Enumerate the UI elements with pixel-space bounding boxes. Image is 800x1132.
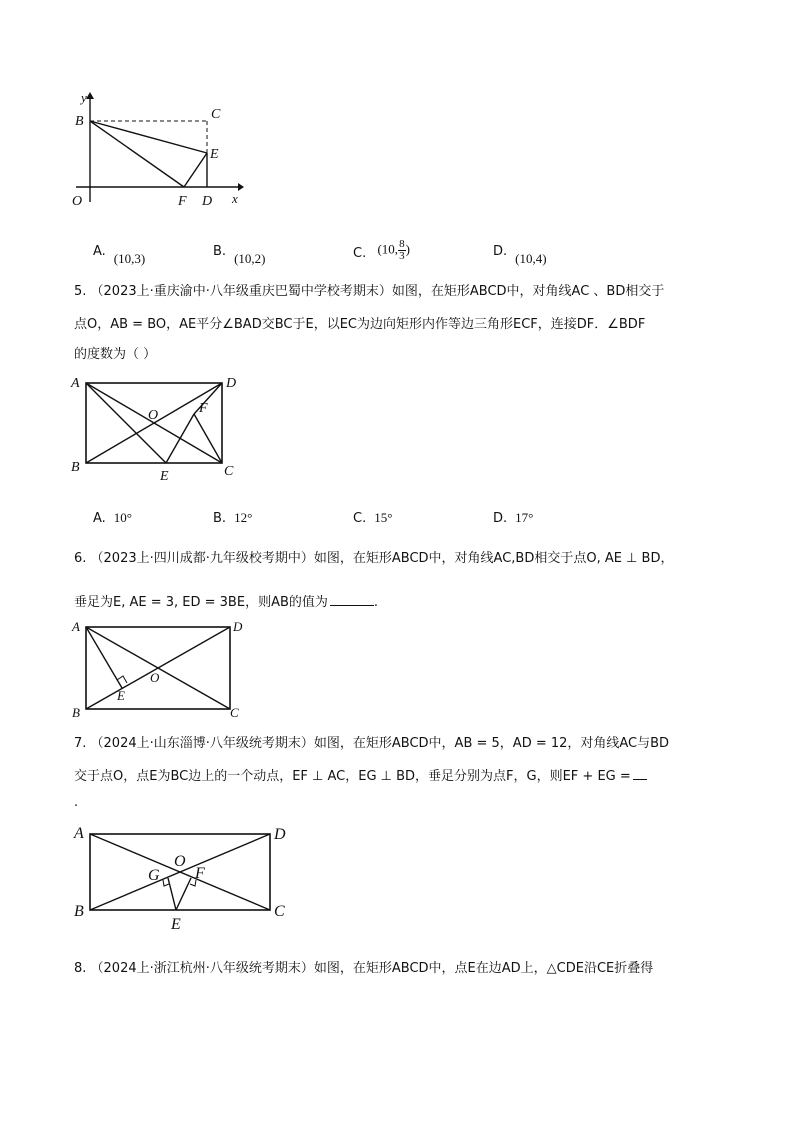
q5-line-3: 的度数为（ ）: [74, 347, 157, 362]
segment-ef: [166, 414, 194, 463]
q4-option-b: [213, 243, 266, 266]
y-axis-arrow: [86, 92, 94, 99]
answer-blank: [633, 766, 647, 780]
label-d: D: [226, 376, 237, 391]
label-y: y: [81, 90, 87, 105]
label-a: A: [72, 619, 80, 634]
q8-line-1: 8. （2024上·浙江杭州·八年级统考期末）如图，在矩形ABCD中，点E在边AD上，△CDE沿CE折叠得: [74, 961, 654, 976]
segment-ae: [86, 627, 122, 688]
option-value: 12°: [234, 510, 253, 525]
q5-line-1: 5. （2023上·重庆渝中·八年级重庆巴蜀中学校考期末）如图，在矩形ABCD中，对角线AC 、BD相交于: [74, 284, 665, 299]
segment-ef: [176, 878, 191, 910]
label-b: B: [72, 705, 80, 720]
label-o: O: [148, 408, 159, 423]
segment-fe: [184, 153, 207, 187]
option-label: A.: [93, 511, 106, 526]
label-x: x: [232, 191, 238, 206]
option-label: D.: [493, 244, 508, 259]
segment-bf: [90, 121, 184, 187]
label-a: A: [74, 825, 84, 842]
label-o: O: [72, 194, 83, 209]
label-c: C: [274, 903, 285, 920]
label-e: E: [117, 688, 125, 703]
label-g: G: [148, 867, 160, 884]
label-e: E: [171, 916, 181, 933]
fraction: [398, 239, 406, 262]
option-label: B.: [213, 244, 227, 259]
q7-line-1: 7. （2024上·山东淄博·八年级统考期末）如图，在矩形ABCD中，AB = 5，AD = 12，对角线AC与BD: [74, 736, 670, 751]
q5-option-d: [493, 510, 533, 526]
figure-q6-rectangle-diagram: [66, 616, 252, 720]
fraction-numerator: 8: [399, 238, 405, 250]
q5-option-a: [93, 510, 132, 526]
q7-line-2-text: 交于点O，点E为BC边上的一个动点，EF ⊥ AC，EG ⊥ BD，垂足分别为点F，G，则EF + EG =: [74, 769, 631, 784]
option-value: 17°: [515, 510, 534, 525]
segment-fc: [194, 414, 222, 463]
option-value: (10,2): [234, 251, 266, 266]
option-value: 15°: [374, 510, 393, 525]
label-f: F: [178, 194, 187, 209]
label-e: E: [210, 147, 219, 162]
q7-line-2: [74, 766, 647, 786]
label-c: C: [211, 107, 221, 122]
label-b: B: [75, 114, 84, 129]
option-label: C.: [353, 511, 367, 526]
label-o: O: [174, 853, 186, 870]
segment-be: [90, 121, 207, 153]
figure-q7-rectangle-diagram: [66, 820, 296, 942]
label-a: A: [71, 376, 80, 391]
option-value: (10,4): [515, 251, 547, 266]
option-value: 10°: [113, 510, 132, 525]
segment-eg: [168, 878, 176, 910]
q6-line-2-text: 垂足为E, AE = 3, ED = 3BE，则AB的值为: [74, 595, 328, 610]
label-e: E: [160, 469, 169, 484]
label-b: B: [74, 903, 84, 920]
q4-option-a: [93, 243, 146, 266]
option-value: (10,3): [113, 251, 146, 266]
label-b: B: [71, 460, 80, 475]
label-d: D: [202, 194, 213, 209]
fraction-denominator: 3: [399, 250, 405, 262]
q5-option-b: [213, 510, 252, 526]
label-c: C: [224, 464, 234, 479]
label-f: F: [199, 401, 208, 416]
label-d: D: [274, 826, 286, 843]
label-d: D: [233, 619, 243, 634]
x-axis-arrow: [238, 183, 244, 191]
q5-line-2: 点O，AB = BO，AE平分∠BAD交BC于E，以EC为边向矩形内作等边三角形ECF，连接DF．∠BDF: [74, 317, 646, 332]
figure-q5-rectangle-diagram: [66, 372, 246, 484]
q6-line-2: [74, 592, 378, 612]
figure-q4-coordinate-diagram: [66, 90, 256, 210]
option-label: D.: [493, 511, 508, 526]
option-value: [377, 239, 409, 262]
value-prefix: (10,: [377, 241, 399, 257]
answer-blank: [330, 592, 374, 606]
q6-line-1: 6. （2023上·四川成都·九年级校考期中）如图，在矩形ABCD中，对角线AC,BD相交于点O, AE ⊥ BD，: [74, 551, 674, 566]
label-f: F: [195, 865, 205, 882]
label-o: O: [150, 670, 160, 685]
value-suffix: ): [405, 241, 410, 257]
q4-option-c: [353, 238, 410, 266]
q7-line-3: .: [74, 795, 79, 810]
option-label: C.: [353, 246, 367, 262]
option-label: A.: [93, 244, 106, 259]
q6-line-2-end: .: [373, 595, 379, 610]
q4-option-d: [493, 243, 547, 266]
q5-option-c: [353, 510, 392, 526]
option-label: B.: [213, 511, 227, 526]
label-c: C: [230, 705, 239, 720]
